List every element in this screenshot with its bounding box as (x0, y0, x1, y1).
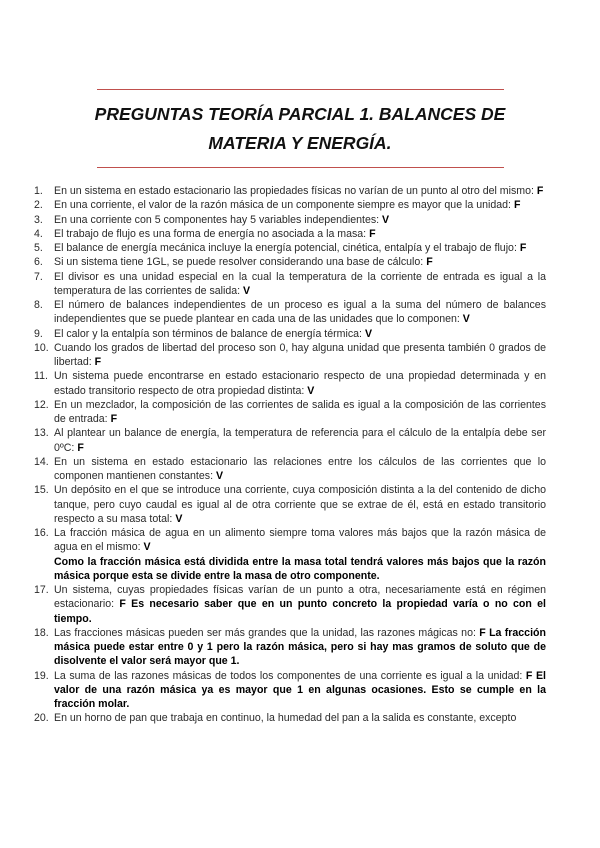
question-number: 11. (34, 370, 48, 383)
question-text: El balance de energía mecánica incluye la energía potencial, cinética, entalpía y el trabajo de flujo: (54, 242, 517, 254)
question-text: En un horno de pan que trabaja en continuo, la humedad del pan a la salida es constante, excepto (54, 712, 517, 725)
question-item (34, 341, 546, 370)
question-text: Las fracciones másicas pueden ser más grandes que la unidad, las razones mágicas no: (54, 626, 476, 639)
question-answer: F (426, 256, 433, 269)
question-text: El divisor es una unidad especial en la cual la temperatura de la corriente de entrada es igual a la temperatura de las corrientes de salida: (54, 270, 546, 297)
question-text: Cuando los grados de libertad del proceso son 0, hay alguna unidad que presenta también 0 grados de libertad: (54, 341, 546, 368)
question-item (34, 184, 546, 198)
question-item (34, 626, 546, 669)
question-explanation: La fracción másica puede estar entre 0 y 1 pero la razón másica, pero si hay mas gramos de soluto que de disolvente el valor será mayor que 1. (54, 626, 546, 668)
question-answer: F (525, 669, 533, 682)
question-text: La suma de las razones másicas de todos los componentes de una corriente es igual a la unidad: (54, 669, 523, 682)
question-explanation: Como la fracción másica está dividida entre la masa total tendrá valores más bajos que la razón másica porque esta se divide entre la masa de otro componente. (54, 555, 546, 582)
question-answer: V (364, 327, 373, 340)
question-item (34, 669, 546, 712)
question-number: 2. (34, 199, 43, 212)
question-answer: V (307, 384, 315, 397)
question-list (34, 184, 546, 726)
question-item (34, 227, 546, 241)
question-answer: F (119, 598, 126, 611)
question-item (34, 198, 546, 212)
question-item (34, 270, 546, 299)
question-number: 12. (34, 398, 49, 411)
question-item (34, 426, 546, 455)
question-text: En una corriente, el valor de la razón másica de un componente siempre es mayor que la unidad: (54, 199, 511, 212)
question-answer: F (369, 227, 376, 240)
question-text: Si un sistema tiene 1GL, se puede resolver considerando una base de cálculo: (54, 256, 424, 269)
question-number: 1. (34, 185, 43, 197)
question-number: 20. (34, 712, 49, 725)
question-number: 6. (34, 256, 43, 269)
title-bottom-rule (97, 167, 504, 168)
question-number: 14. (34, 455, 49, 468)
question-item (34, 255, 546, 269)
question-text: El calor y la entalpía son términos de balance de energía térmica: (54, 327, 362, 340)
question-item (34, 213, 546, 227)
page-title: PREGUNTAS TEORÍA PARCIAL 1. BALANCES DE MATERIA Y ENERGÍA. (94, 104, 506, 153)
question-text: La fracción másica de agua en un alimento siempre toma valores más bajos que la razón másica de agua en el mismo: (54, 527, 546, 554)
question-text: Un sistema puede encontrarse en estado estacionario respecto de una propiedad determinada y en estado transitorio respecto de otra propiedad distinta: (54, 370, 546, 397)
question-text: En un mezclador, la composición de las corrientes de salida es igual a la composición de las corrientes de entrada: (54, 398, 546, 425)
question-item (34, 455, 546, 484)
question-text: En un sistema en estado estacionario las relaciones entre los cálculos de las corrientes que lo componen mantienen constantes: (54, 455, 546, 482)
question-text: El número de balances independientes de un proceso es igual a la suma del número de balances independientes que se puede plantear en cada una de las unidades que lo componen: (54, 299, 546, 326)
question-number: 8. (34, 299, 43, 311)
question-item (34, 526, 546, 583)
question-number: 4. (34, 227, 43, 240)
question-text: En un sistema en estado estacionario las propiedades físicas no varían de un punto al otro del mismo: (54, 185, 534, 197)
question-number: 16. (34, 527, 49, 539)
question-answer: F (110, 413, 118, 425)
title-top-rule (97, 89, 504, 90)
question-item (34, 711, 546, 725)
question-item (34, 398, 546, 427)
question-text: Un sistema, cuyas propiedades físicas varían de un punto a otra, necesariamente está en régimen estacionario: (54, 584, 546, 611)
question-answer: F (513, 199, 521, 212)
question-text: Al plantear un balance de energía, la temperatura de referencia para el cálculo de la entalpía debe ser 0ºC: (54, 427, 546, 454)
question-item (34, 583, 546, 626)
question-number: 10. (34, 341, 49, 354)
question-item (34, 241, 546, 255)
question-number: 18. (34, 626, 49, 639)
question-explanation: El valor de una razón másica ya es mayor que 1 en algunas ocasiones. Esto se cumple en la fracción molar. (54, 669, 546, 710)
question-answer: V (143, 541, 151, 554)
question-number: 3. (34, 213, 43, 226)
question-answer: F (479, 626, 486, 639)
question-text: El trabajo de flujo es una forma de energía no asociada a la masa: (54, 227, 367, 240)
question-number: 19. (34, 669, 49, 682)
question-answer: V (462, 313, 470, 326)
question-explanation: Es necesario saber que en un punto concreto la propiedad varía o no con el tiempo. (54, 598, 546, 625)
question-item (34, 369, 546, 398)
question-answer: V (215, 470, 224, 482)
question-text: Un depósito en el que se introduce una corriente, cuya composición distinta a la del contenido de dicho tanque, pero cuyo caudal es igual al de otra corriente que se extrae de él, está en estado transitorio respecto a su masa total: (54, 484, 546, 525)
question-text: En una corriente con 5 componentes hay 5 variables independientes: (54, 213, 380, 226)
question-answer: F (519, 242, 527, 254)
question-number: 17. (34, 584, 49, 596)
question-answer: F (536, 185, 544, 197)
question-answer: V (382, 213, 390, 226)
question-number: 9. (34, 327, 43, 340)
question-answer: V (175, 512, 183, 525)
question-item (34, 327, 546, 341)
question-number: 7. (34, 270, 43, 283)
question-answer: V (243, 284, 251, 297)
question-item (34, 483, 546, 526)
question-number: 15. (34, 484, 49, 497)
question-item (34, 298, 546, 327)
question-number: 5. (34, 242, 43, 254)
question-number: 13. (34, 427, 49, 440)
question-answer: F (77, 441, 84, 454)
question-answer: F (94, 356, 102, 368)
